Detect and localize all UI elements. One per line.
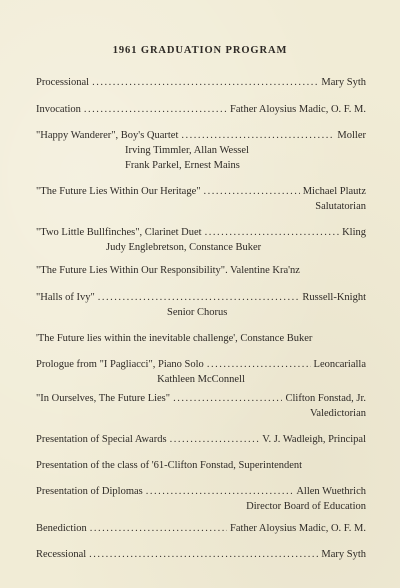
item-composer: Moller bbox=[337, 130, 366, 141]
item-performer: Clifton Fonstad, Jr. bbox=[285, 393, 366, 404]
item-performers: Judy Englebretson, Constance Buker bbox=[106, 242, 262, 253]
item-role: Director Board of Education bbox=[246, 501, 366, 512]
item-composer: Kling bbox=[342, 227, 366, 238]
item-label: Presentation of Diplomas bbox=[36, 486, 143, 497]
program-item-recessional bbox=[36, 547, 366, 562]
dot-leader bbox=[173, 391, 282, 406]
dot-leader bbox=[170, 432, 260, 447]
dot-leader bbox=[92, 75, 318, 90]
item-performer: Father Aloysius Madic, O. F. M. bbox=[230, 104, 366, 115]
item-label: Prologue from "I Pagliacci", Piano Solo bbox=[36, 359, 204, 370]
dot-leader bbox=[90, 521, 227, 536]
item-performer: Michael Plautz bbox=[302, 186, 366, 197]
item-performers: Irving Timmler, Allan Wessel bbox=[125, 145, 249, 156]
program-item-happy-wanderer bbox=[36, 128, 366, 173]
program-item-invocation bbox=[36, 102, 366, 117]
program-item-diplomas bbox=[36, 484, 366, 514]
dot-leader bbox=[205, 225, 339, 240]
program-item-in-ourselves bbox=[36, 391, 366, 421]
item-label: Benediction bbox=[36, 523, 87, 534]
item-performers: Kathleen McConnell bbox=[157, 374, 245, 385]
dot-leader bbox=[98, 290, 300, 305]
item-performer: V. J. Wadleigh, Principal bbox=[262, 434, 366, 445]
program-item-awards bbox=[36, 432, 366, 447]
program-item-challenge bbox=[36, 331, 366, 346]
program-item-benediction bbox=[36, 521, 366, 536]
item-performers: Frank Parkel, Ernest Mains bbox=[125, 160, 240, 171]
item-performer: Mary Syth bbox=[321, 77, 366, 88]
item-performer: Mary Syth bbox=[321, 549, 366, 560]
dot-leader bbox=[204, 184, 300, 199]
item-label: "The Future Lies Within Our Responsibility". Valentine Kra'nz bbox=[36, 265, 300, 276]
item-composer: Leoncarialla bbox=[313, 359, 366, 370]
item-performers: Senior Chorus bbox=[167, 307, 228, 318]
program-title: 1961 GRADUATION PROGRAM bbox=[112, 45, 288, 56]
item-label: Invocation bbox=[36, 104, 81, 115]
item-label: "Two Little Bullfinches", Clarinet Duet bbox=[36, 227, 202, 238]
program-item-responsibility bbox=[36, 263, 366, 278]
item-label: "Happy Wanderer", Boy's Quartet bbox=[36, 130, 179, 141]
item-label: Presentation of the class of '61-Clifton Fonstad, Superintendent bbox=[36, 460, 303, 471]
item-label: "Halls of Ivy" bbox=[36, 292, 95, 303]
item-label: Recessional bbox=[36, 549, 87, 560]
item-role: Salutatorian bbox=[315, 201, 366, 212]
item-composer: Russell-Knight bbox=[302, 292, 366, 303]
item-role: Valedictorian bbox=[310, 408, 366, 419]
item-label: Presentation of Special Awards bbox=[36, 434, 167, 445]
program-item-heritage bbox=[36, 184, 366, 214]
program-item-halls-of-ivy bbox=[36, 290, 366, 320]
dot-leader bbox=[84, 102, 227, 117]
item-performer: Father Aloysius Madic, O. F. M. bbox=[230, 523, 366, 534]
program-item-class-of-61 bbox=[36, 458, 366, 473]
dot-leader bbox=[207, 357, 311, 372]
item-label: "The Future Lies Within Our Heritage" bbox=[36, 186, 201, 197]
program-item-bullfinches bbox=[36, 225, 366, 255]
item-label: "In Ourselves, The Future Lies" bbox=[36, 393, 171, 404]
item-label: Processional bbox=[36, 77, 90, 88]
dot-leader bbox=[181, 128, 334, 143]
program-item-pagliacci bbox=[36, 357, 366, 387]
program-item-processional bbox=[36, 75, 366, 90]
dot-leader bbox=[146, 484, 294, 499]
item-label: 'The Future lies within the inevitable challenge', Constance Buker bbox=[36, 333, 313, 344]
item-performer: Allen Wuethrich bbox=[296, 486, 366, 497]
dot-leader bbox=[89, 547, 318, 562]
